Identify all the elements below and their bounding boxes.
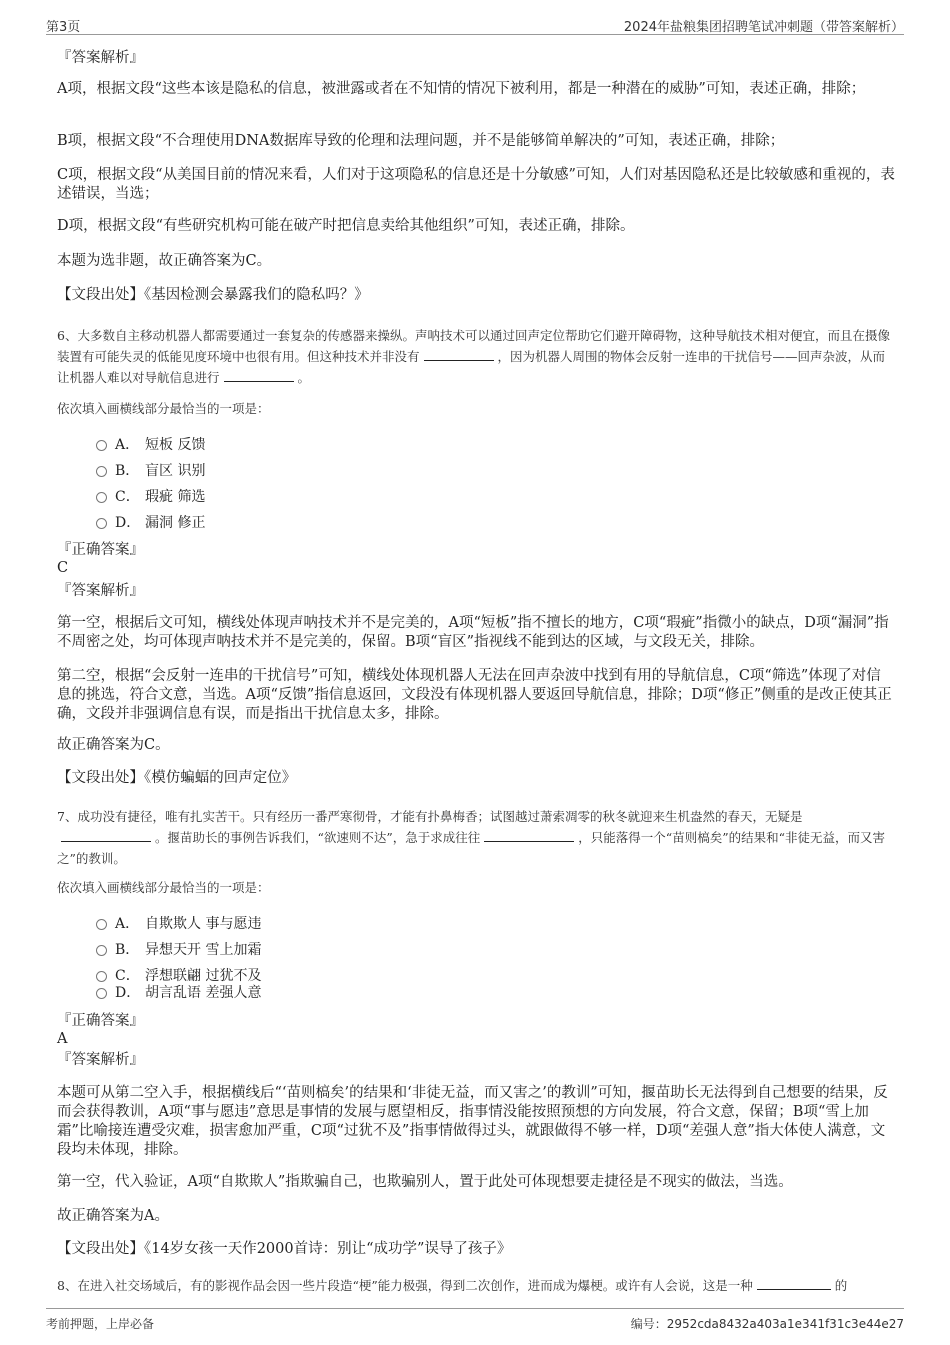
q6-option-d[interactable]: [96, 514, 205, 532]
q6-option-b[interactable]: [96, 462, 205, 480]
option-text: 异想天开 雪上加霜: [145, 942, 262, 958]
document-code: 编号：2952cda8432a403a1e341f31c3e44e27: [630, 1317, 904, 1331]
q6-stem: [57, 325, 895, 388]
option-text: 短板 反馈: [145, 437, 206, 453]
q7-option-b[interactable]: [96, 941, 261, 959]
q7-option-c[interactable]: [96, 967, 261, 985]
page-header: [46, 12, 904, 35]
radio-icon[interactable]: [96, 492, 107, 503]
document-title: 2024年盐粮集团招聘笔试冲刺题（带答案解析）: [623, 20, 904, 35]
q6-analysis-2: 第二空，根据“会反射一连串的干扰信号”可知，横线处体现机器人无法在回声杂波中找到有用的导航信息，C项“筛选”体现了对信息的挑选，符合文意，当选。A项“反馈”指信息返回，文段没有体现机器人要返回导航信息，排除；D项“修正”侧重的是改正使其正确，文段并非强调信息有误，而是指出干扰信息太多，排除。: [57, 668, 892, 722]
q7-blank-2: [484, 829, 574, 842]
option-letter: B．: [115, 942, 140, 958]
q7-stem: [57, 806, 895, 869]
q6-stem-part2: ，因为机器人周围的物体会反射一连串的干扰信号——回声杂波，从而让机器人难以对导航信息进行: [57, 349, 886, 385]
radio-icon[interactable]: [96, 518, 107, 529]
option-letter: D．: [115, 985, 141, 1001]
q7-option-d[interactable]: [96, 984, 261, 1002]
option-text: 盲区 识别: [145, 463, 206, 479]
q7-analysis-title: 『答案解析』: [57, 1052, 144, 1068]
q7-option-a[interactable]: [96, 915, 261, 933]
q6-analysis-1: 第一空，根据后文可知，横线处体现声呐技术并不是完美的，A项“短板”指不擅长的地方，C项“瑕疵”指微小的缺点，D项“漏洞”指不周密之处，均可体现声呐技术并不是完美的，保留。B项“盲区”指视线不能到达的区域，与文段无关，排除。: [57, 615, 889, 650]
option-text: 浮想联翩 过犹不及: [145, 968, 262, 984]
page-number: 第3页: [46, 20, 81, 35]
q7-stem-part2: 。揠苗助长的事例告诉我们，“欲速则不达”，急于求成往往: [155, 830, 481, 845]
q5-analysis-c: C项，根据文段“从美国目前的情况来看，人们对于这项隐私的信息还是十分敏感”可知，人们对基因隐私还是比较敏感和重视的，表述错误，当选；: [57, 167, 895, 202]
radio-icon[interactable]: [96, 440, 107, 451]
q7-stem-part3: ，只能落得一个“苗则槁矣”的结果和“非徒无益，而又害之”的教训。: [57, 830, 885, 866]
option-letter: A．: [115, 916, 140, 932]
q5-conclusion: 本题为选非题，故正确答案为C。: [57, 253, 272, 269]
q7-stem-part1: 7、成功没有捷径，唯有扎实苦干。只有经历一番严寒彻骨，才能有扑鼻梅香；试图越过萧索凋零的秋冬就迎来生机盎然的春天，无疑是: [57, 809, 803, 824]
q6-correct-title: 『正确答案』: [57, 542, 144, 558]
q5-analysis-d: D项，根据文段“有些研究机构可能在破产时把信息卖给其他组织”可知，表述正确，排除。: [57, 218, 635, 234]
q8-blank-1: [757, 1277, 831, 1290]
q5-analysis-title: 『答案解析』: [57, 50, 144, 66]
q6-blank-1: [424, 348, 494, 361]
option-letter: B．: [115, 463, 140, 479]
option-text: 漏洞 修正: [145, 515, 206, 531]
q6-prompt: 依次填入画横线部分最恰当的一项是：: [57, 401, 270, 416]
option-text: 自欺欺人 事与愿违: [145, 916, 262, 932]
radio-icon[interactable]: [96, 971, 107, 982]
q7-correct-title: 『正确答案』: [57, 1013, 144, 1029]
q8-stem-part2: 的: [834, 1278, 848, 1293]
q5-analysis-a: A项，根据文段“这些本该是隐私的信息，被泄露或者在不知情的情况下被利用，都是一种潜在的威胁”可知，表述正确，排除；: [57, 81, 866, 97]
q6-stem-part3: 。: [297, 370, 311, 385]
q6-correct-answer: C: [57, 560, 69, 576]
q7-prompt: 依次填入画横线部分最恰当的一项是：: [57, 880, 270, 895]
option-text: 瑕疵 筛选: [145, 489, 206, 505]
q7-blank-1: [61, 829, 151, 842]
option-letter: A．: [115, 437, 140, 453]
option-text: 胡言乱语 差强人意: [145, 985, 262, 1001]
q7-analysis-2: 第一空，代入验证，A项“自欺欺人”指欺骗自己，也欺骗别人，置于此处可体现想要走捷径是不现实的做法，当选。: [57, 1174, 793, 1190]
q6-blank-2: [224, 369, 294, 382]
q6-source: 【文段出处】《模仿蝙蝠的回声定位》: [57, 770, 297, 786]
option-letter: D．: [115, 515, 141, 531]
q7-analysis-1: 本题可从第二空入手，根据横线后“‘苗则槁矣’的结果和‘非徒无益，而又害之’的教训”可知，揠苗助长无法得到自己想要的结果，反而会获得教训，A项“事与愿违”意思是事情的发展与愿望相反，指事情没能按照预想的方向发展，符合文意，保留；B项“雪上加霜”比喻接连遭受灾难，损害愈加严重，C项“过犹不及”指事情做得过头，就跟做得不够一样，D项“差强人意”指大体使人满意，文段均未体现，排除。: [57, 1085, 888, 1158]
q6-conclusion: 故正确答案为C。: [57, 737, 170, 753]
q7-conclusion: 故正确答案为A。: [57, 1208, 169, 1224]
footer-slogan: 考前押题，上岸必备: [46, 1317, 155, 1331]
q6-stem-part1: 6、大多数自主移动机器人都需要通过一套复杂的传感器来操纵。声呐技术可以通过回声定位帮助它们避开障碍物，这种导航技术相对便宜，而且在摄像装置有可能失灵的低能见度环境中也很有用。但这种技术并非没有: [57, 328, 890, 364]
q6-option-c[interactable]: [96, 488, 205, 506]
q5-source: 【文段出处】《基因检测会暴露我们的隐私吗？》: [57, 287, 369, 303]
q7-correct-answer: A: [57, 1031, 68, 1047]
q6-option-a[interactable]: [96, 436, 205, 454]
q8-stem-part1: 8、在进入社交场域后，有的影视作品会因一些片段造“梗”能力极强，得到二次创作，进而成为爆梗。或许有人会说，这是一种: [57, 1278, 753, 1293]
radio-icon[interactable]: [96, 919, 107, 930]
radio-icon[interactable]: [96, 945, 107, 956]
q8-stem: [57, 1275, 895, 1296]
option-letter: C．: [115, 489, 140, 505]
page-footer: [46, 1308, 904, 1331]
radio-icon[interactable]: [96, 988, 107, 999]
radio-icon[interactable]: [96, 466, 107, 477]
q7-source: 【文段出处】《14岁女孩一天作2000首诗：别让“成功学”误导了孩子》: [57, 1241, 512, 1257]
q6-analysis-title: 『答案解析』: [57, 583, 144, 599]
option-letter: C．: [115, 968, 140, 984]
q5-analysis-b: B项，根据文段“不合理使用DNA数据库导致的伦理和法理问题，并不是能够简单解决的”可知，表述正确，排除；: [57, 133, 785, 149]
